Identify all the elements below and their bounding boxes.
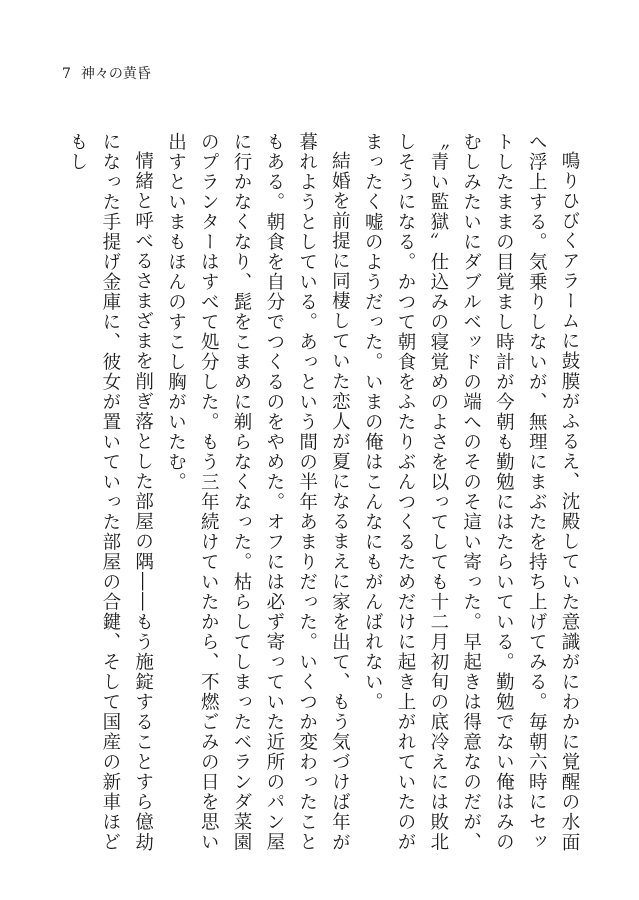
book-title: 神々の黄昏	[80, 66, 151, 82]
paragraph-3: 情緒と呼べるさまざまを削ぎ落とした部屋の隅――もう施錠することすら億劫になった手提げ金庫に、彼女が置いていった部屋の合鍵、そして国産の新車ほどもし	[67, 132, 154, 852]
running-header	[62, 64, 151, 84]
page-number: 7	[62, 66, 71, 82]
paragraph-2: 結婚を前提に同棲していた恋人が夏になるまえに家を出て、もう気づけば年が暮れようとしている。あっという間の半年あまりだった。いくつか変わったこともある。朝食を自分でつくるのをやめた。オフには必ず寄っていた近所のパン屋に行かなくなり、髭をこまめに剃らなくなった。枯らしてしまったベランダ菜園のプランターはすべて処分した。もう三年続けていたから、不燃ごみの日を思い出すといまもほんのすこし胸がいたむ。	[165, 132, 351, 852]
paragraph-1: 鳴りひびくアラームに鼓膜がふるえ、沈殿していた意識がにわかに覚醒の水面へ浮上する。気乗りしないが、無理にまぶたを持ち上げてみる。毎朝六時にセットしたままの目覚まし時計が今朝も勤勉にはたらいている。勤勉でない俺はみのむしみたいにダブルベッドの端へのそのそ這い寄った。早起きは得意なのだが、〝青い監獄〟仕込みの寝覚めのよさを以ってしても十二月初旬の底冷えには敗北しそうになる。かつて朝食をふたりぶんつくるためだけに起き上がれていたのがまったく嘘のようだった。いまの俺はこんなにもがんばれない。	[362, 132, 580, 852]
vertical-body-text	[67, 132, 585, 852]
